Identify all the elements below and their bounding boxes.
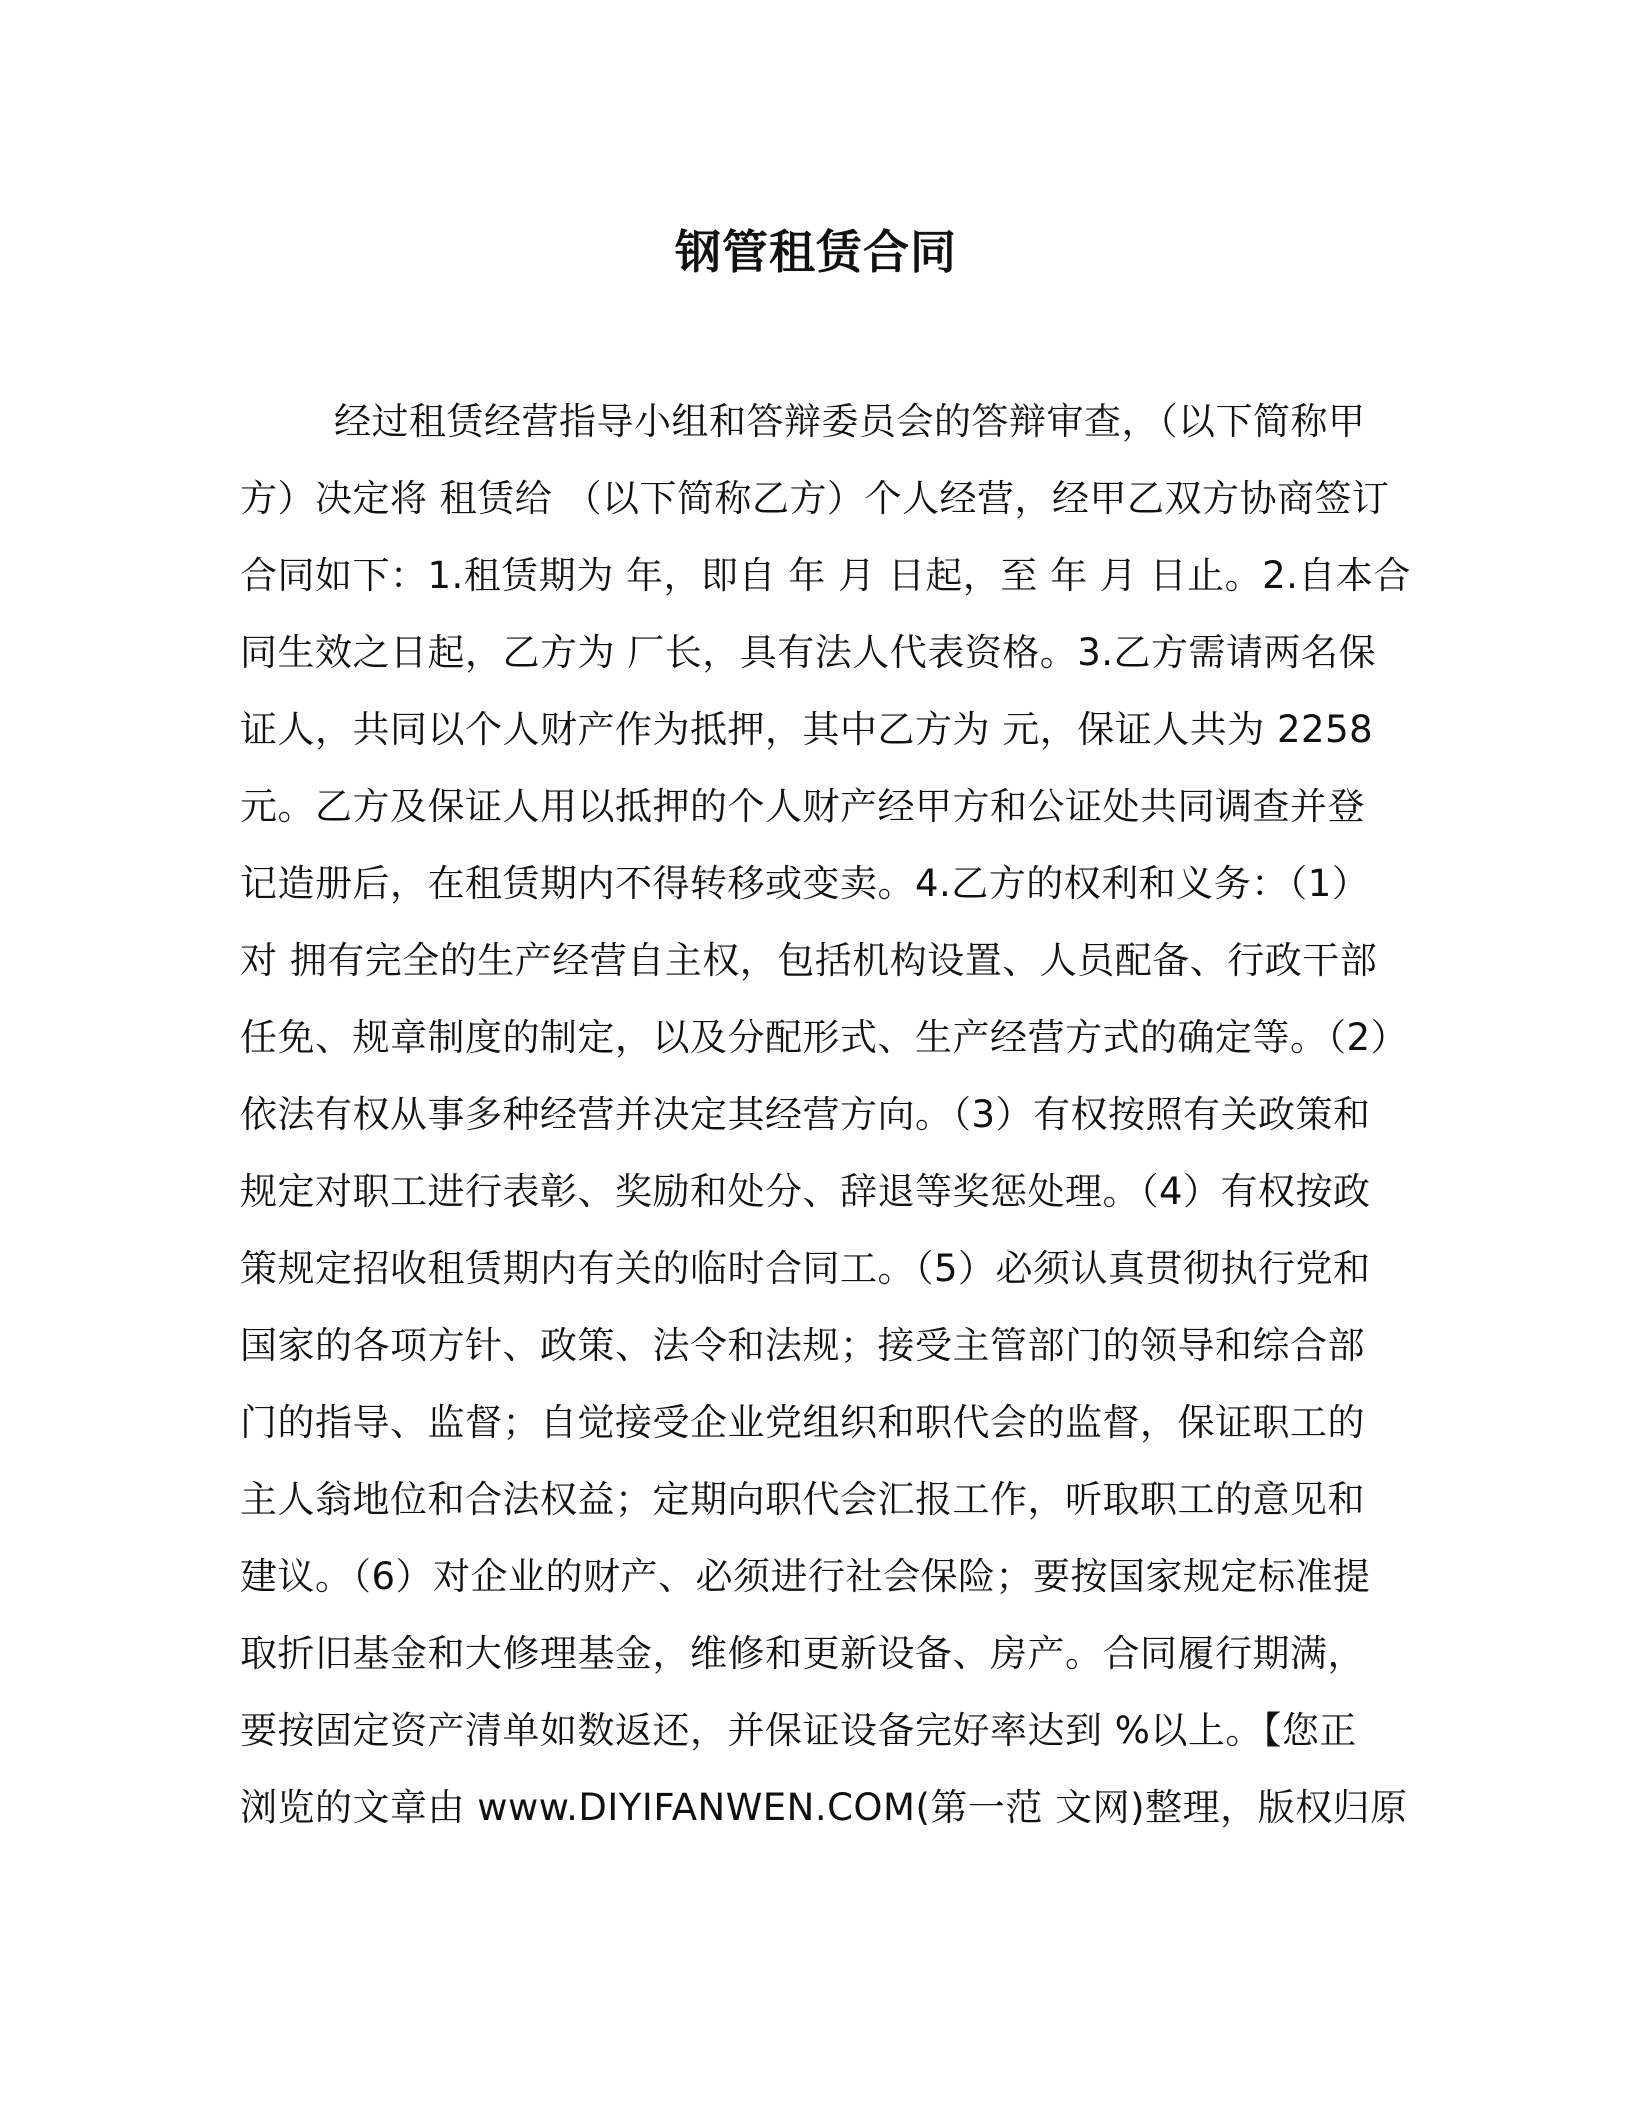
- body-line: 任免、规章制度的制定，以及分配形式、生产经营方式的确定等。（2）: [240, 1016, 1409, 1059]
- body-line: 策规定招收租赁期内有关的临时合同工。（5）必须认真贯彻执行党和: [240, 1247, 1371, 1290]
- body-line: 记造册后，在租赁期内不得转移或变卖。4.乙方的权利和义务：（1）: [240, 862, 1370, 905]
- body-line: 国家的各项方针、政策、法令和法规；接受主管部门的领导和综合部: [240, 1324, 1365, 1367]
- body-line: 规定对职工进行表彰、奖励和处分、辞退等奖惩处理。（4）有权按政: [240, 1170, 1371, 1213]
- body-line: 元。乙方及保证人用以抵押的个人财产经甲方和公证处共同调查并登: [240, 785, 1365, 828]
- body-line: 依法有权从事多种经营并决定其经营方向。（3）有权按照有关政策和: [240, 1093, 1371, 1136]
- body-line: 方）决定将 租赁给 （以下简称乙方）个人经营，经甲乙双方协商签订: [240, 477, 1390, 520]
- body-line: 经过租赁经营指导小组和答辩委员会的答辩审查，（以下简称甲: [334, 400, 1366, 443]
- body-line: 对 拥有完全的生产经营自主权，包括机构设置、人员配备、行政干部: [240, 939, 1378, 982]
- body-line: 合同如下：1.租赁期为 年，即自 年 月 日起，至 年 月 日止。2.自本合: [240, 554, 1411, 597]
- body-line: 证人，共同以个人财产作为抵押，其中乙方为 元，保证人共为 2258: [240, 708, 1374, 751]
- body-line: 要按固定资产清单如数返还，并保证设备完好率达到 %以上。【您正: [240, 1709, 1357, 1752]
- body-line: 主人翁地位和合法权益；定期向职代会汇报工作，听取职工的意见和: [240, 1478, 1365, 1521]
- body-line: 浏览的文章由 www.DIYIFANWEN.COM(第一范 文网)整理，版权归原: [240, 1786, 1408, 1829]
- body-line: 门的指导、监督；自觉接受企业党组织和职代会的监督，保证职工的: [240, 1401, 1365, 1444]
- body-line: 同生效之日起，乙方为 厂长，具有法人代表资格。3.乙方需请两名保: [240, 631, 1377, 674]
- body-line: 取折旧基金和大修理基金，维修和更新设备、房产。合同履行期满，: [240, 1632, 1365, 1675]
- body-line: 建议。（6）对企业的财产、必须进行社会保险；要按国家规定标准提: [240, 1555, 1371, 1598]
- document-title: 钢管租赁合同: [675, 225, 957, 279]
